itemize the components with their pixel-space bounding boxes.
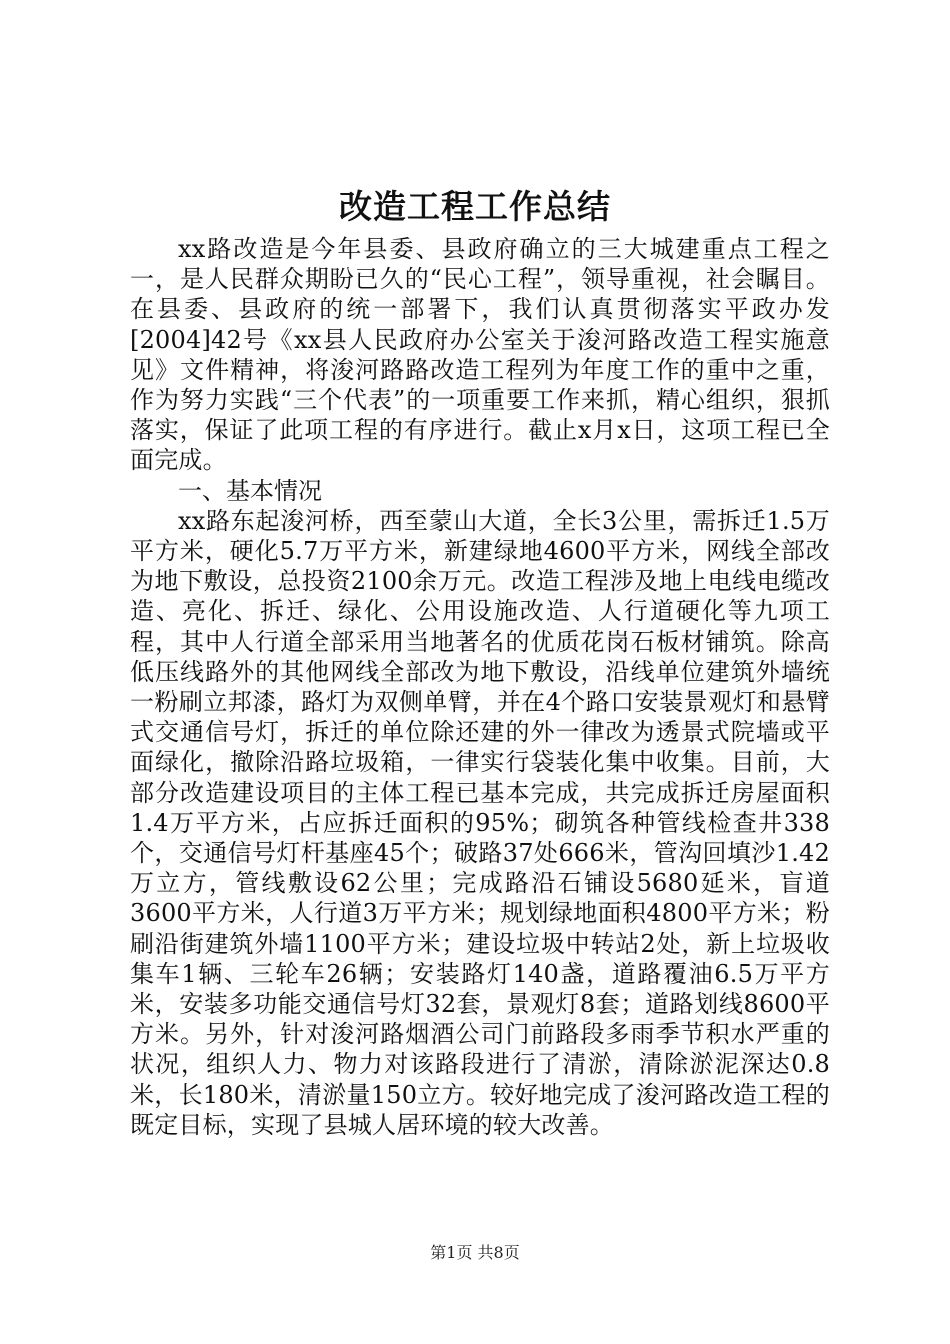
document-title: 改造工程工作总结 [339,187,611,226]
intro-paragraph: xx路改造是今年县委、县政府确立的三大城建重点工程之一，是人民群众期盼已久的“民心工程”，领导重视，社会瞩目。在县委、县政府的统一部署下，我们认真贯彻落实平政办发[2004]42号《xx县人民政府办公室关于浚河路改造工程实施意见》文件精神，将浚河路路改造工程列为年度工作的重中之重，作为努力实践“三个代表”的一项重要工作来抓，精心组织，狠抓落实，保证了此项工程的有序进行。截止x月x日，这项工程已全面完成。 [130,235,830,475]
section-heading-basic-situation: 一、基本情况 [178,476,322,505]
page-footer: 第1页 共8页 [430,1243,520,1262]
document-body [130,234,830,1140]
basic-situation-paragraph: xx路东起浚河桥，西至蒙山大道，全长3公里，需拆迁1.5万平方米，硬化5.7万平方米，新建绿地4600平方米，网线全部改为地下敷设，总投资2100余万元。改造工程涉及地上电线电缆改造、亮化、拆迁、绿化、公用设施改造、人行道硬化等九项工程，其中人行道全部采用当地著名的优质花岗石板材铺筑。除高低压线路外的其他网线全部改为地下敷设，沿线单位建筑外墙统一粉刷立邦漆，路灯为双侧单臂，并在4个路口安装景观灯和悬臂式交通信号灯，拆迁的单位除还建的外一律改为透景式院墙或平面绿化，撤除沿路垃圾箱，一律实行袋装化集中收集。目前，大部分改造建设项目的主体工程已基本完成，共完成拆迁房屋面积1.4万平方米，占应拆迁面积的95%；砌筑各种管线检查井338个，交通信号灯杆基座45个；破路37处666米，管沟回填沙1.42万立方，管线敷设62公里；完成路沿石铺设5680延米，盲道3600平方米，人行道3万平方米；规划绿地面积4800平方米；粉刷沿街建筑外墙1100平方米；建设垃圾中转站2处，新上垃圾收集车1辆、三轮车26辆；安装路灯140盏，道路覆油6.5万平方米，安装多功能交通信号灯32套，景观灯8套；道路划线8600平方米。另外，针对浚河路烟酒公司门前路段多雨季节积水严重的状况，组织人力、物力对该路段进行了清淤，清除淤泥深达0.8米，长180米，清淤量150立方。较好地完成了浚河路改造工程的既定目标，实现了县城人居环境的较大改善。 [130,506,830,1139]
